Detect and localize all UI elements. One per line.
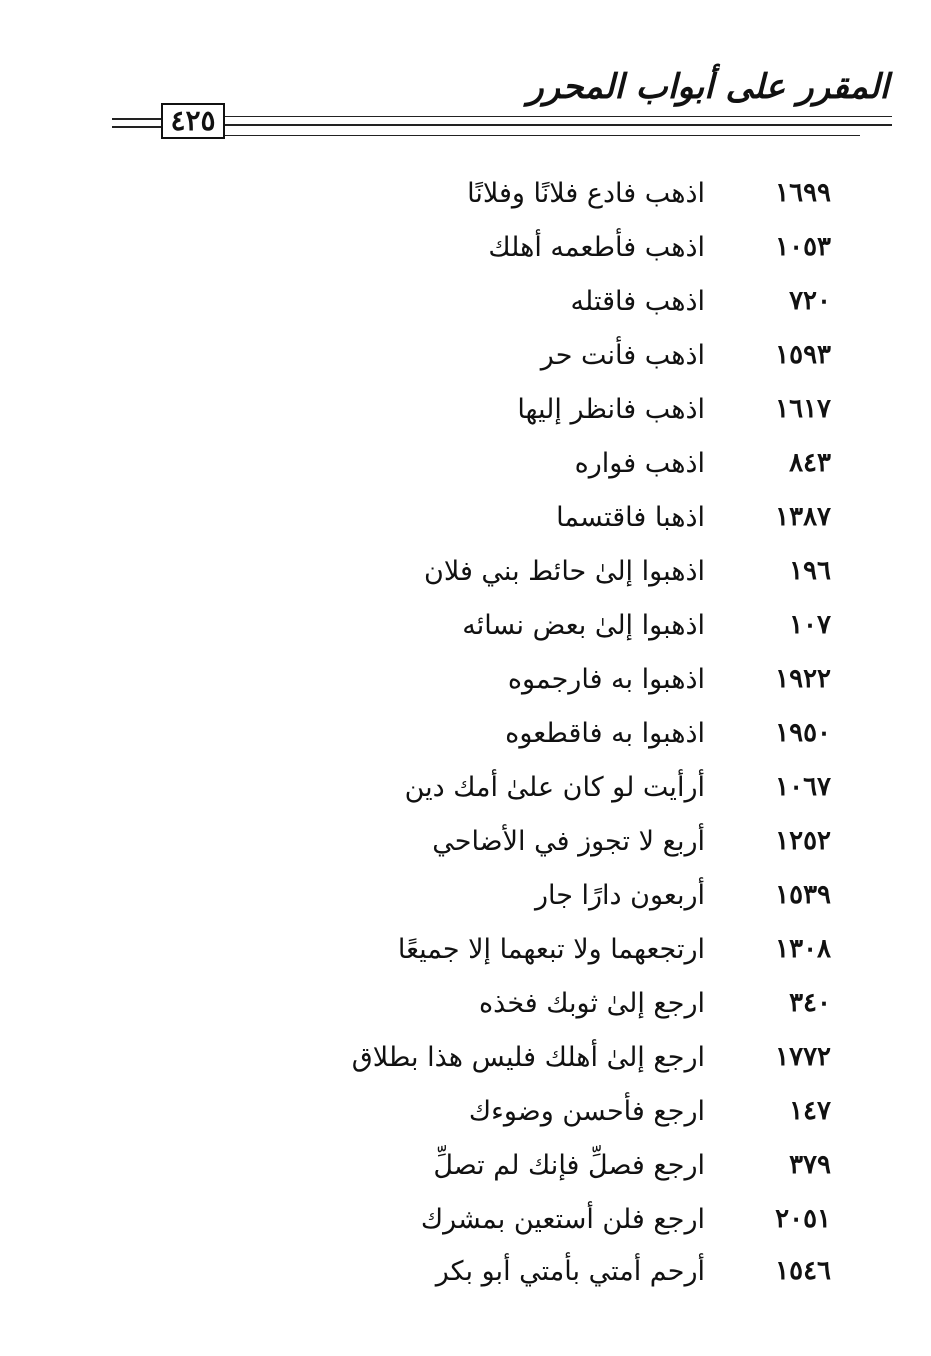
entry-number: ١٠٦٧ (775, 772, 831, 802)
entry-number: ١٠٥٣ (775, 232, 831, 262)
list-item (0, 602, 931, 656)
list-item (0, 332, 931, 386)
list-item (0, 1142, 931, 1196)
list-item (0, 224, 931, 278)
entry-number: ١٧٧٢ (775, 1042, 831, 1072)
entry-number: ٨٤٣ (789, 448, 831, 478)
entry-number: ١٣٨٧ (775, 502, 831, 532)
entry-number: ١٩٢٢ (775, 664, 831, 694)
entry-text: أربعون دارًا جار (534, 880, 705, 911)
running-title: المقرر على أبواب المحرر (527, 67, 889, 107)
entry-text: اذهبوا إلىٰ بعض نسائه (462, 610, 705, 641)
list-item (0, 710, 931, 764)
entry-number: ١٤٧ (789, 1096, 831, 1126)
entry-number: ١٩٦ (789, 556, 831, 586)
list-item (0, 1088, 931, 1142)
entry-number: ١٦١٧ (775, 394, 831, 424)
list-item (0, 818, 931, 872)
entry-list (0, 160, 931, 1300)
entry-text: اذهبوا به فاقطعوه (505, 718, 705, 749)
entry-text: اذهب فأطعمه أهلك (488, 232, 705, 263)
list-item (0, 764, 931, 818)
list-item (0, 656, 931, 710)
header-rule-right-middle (224, 124, 892, 126)
entry-text: ارجع إلىٰ ثوبك فخذه (479, 988, 705, 1019)
entry-text: ارجع فلن أستعين بمشرك (420, 1204, 705, 1235)
entry-number: ١٠٧ (789, 610, 831, 640)
list-item (0, 1034, 931, 1088)
entry-number: ١٥٩٣ (775, 340, 831, 370)
list-item (0, 1248, 931, 1302)
list-item (0, 440, 931, 494)
entry-number: ٣٤٠ (789, 988, 831, 1018)
entry-number: ٢٠٥١ (775, 1204, 831, 1234)
entry-text: أرأيت لو كان علىٰ أمك دين (404, 772, 705, 803)
entry-number: ١٥٤٦ (775, 1256, 831, 1286)
list-item (0, 278, 931, 332)
header-rule-right-upper (224, 116, 892, 117)
header-rule-left-lower (112, 126, 164, 128)
entry-text: ارجع فأحسن وضوءك (468, 1096, 705, 1127)
entry-text: اذهب فانظر إليها (517, 394, 705, 425)
entry-number: ٧٢٠ (789, 286, 831, 316)
entry-number: ١٢٥٢ (775, 826, 831, 856)
list-item (0, 494, 931, 548)
entry-text: ارجع إلىٰ أهلك فليس هذا بطلاق (351, 1042, 705, 1073)
entry-text: اذهبوا إلىٰ حائط بني فلان (424, 556, 705, 587)
entry-number: ١٣٠٨ (775, 934, 831, 964)
entry-text: ارتجعهما ولا تبعهما إلا جميعًا (397, 934, 705, 965)
list-item (0, 386, 931, 440)
entry-text: اذهبوا به فارجموه (507, 664, 705, 695)
header-rule-right-lower (224, 135, 860, 136)
entry-number: ١٩٥٠ (775, 718, 831, 748)
entry-text: اذهب فادع فلانًا وفلانًا (467, 178, 705, 209)
page-number: ٤٢٥ (161, 103, 225, 139)
entry-number: ١٥٣٩ (775, 880, 831, 910)
list-item (0, 1196, 931, 1250)
page-header (0, 0, 931, 160)
entry-text: اذهب فواره (574, 448, 705, 479)
entry-text: اذهبا فاقتسما (556, 502, 705, 533)
list-item (0, 926, 931, 980)
list-item (0, 548, 931, 602)
list-item (0, 980, 931, 1034)
list-item (0, 872, 931, 926)
entry-text: ارجع فصلِّ فإنك لم تصلِّ (433, 1150, 705, 1181)
list-item (0, 170, 931, 224)
entry-text: اذهب فأنت حر (540, 340, 705, 371)
entry-number: ٣٧٩ (789, 1150, 831, 1180)
entry-text: اذهب فاقتله (570, 286, 705, 317)
entry-number: ١٦٩٩ (775, 178, 831, 208)
header-rule-left-upper (112, 118, 164, 120)
entry-text: أربع لا تجوز في الأضاحي (432, 826, 705, 857)
entry-text: أرحم أمتي بأمتي أبو بكر (435, 1256, 705, 1287)
